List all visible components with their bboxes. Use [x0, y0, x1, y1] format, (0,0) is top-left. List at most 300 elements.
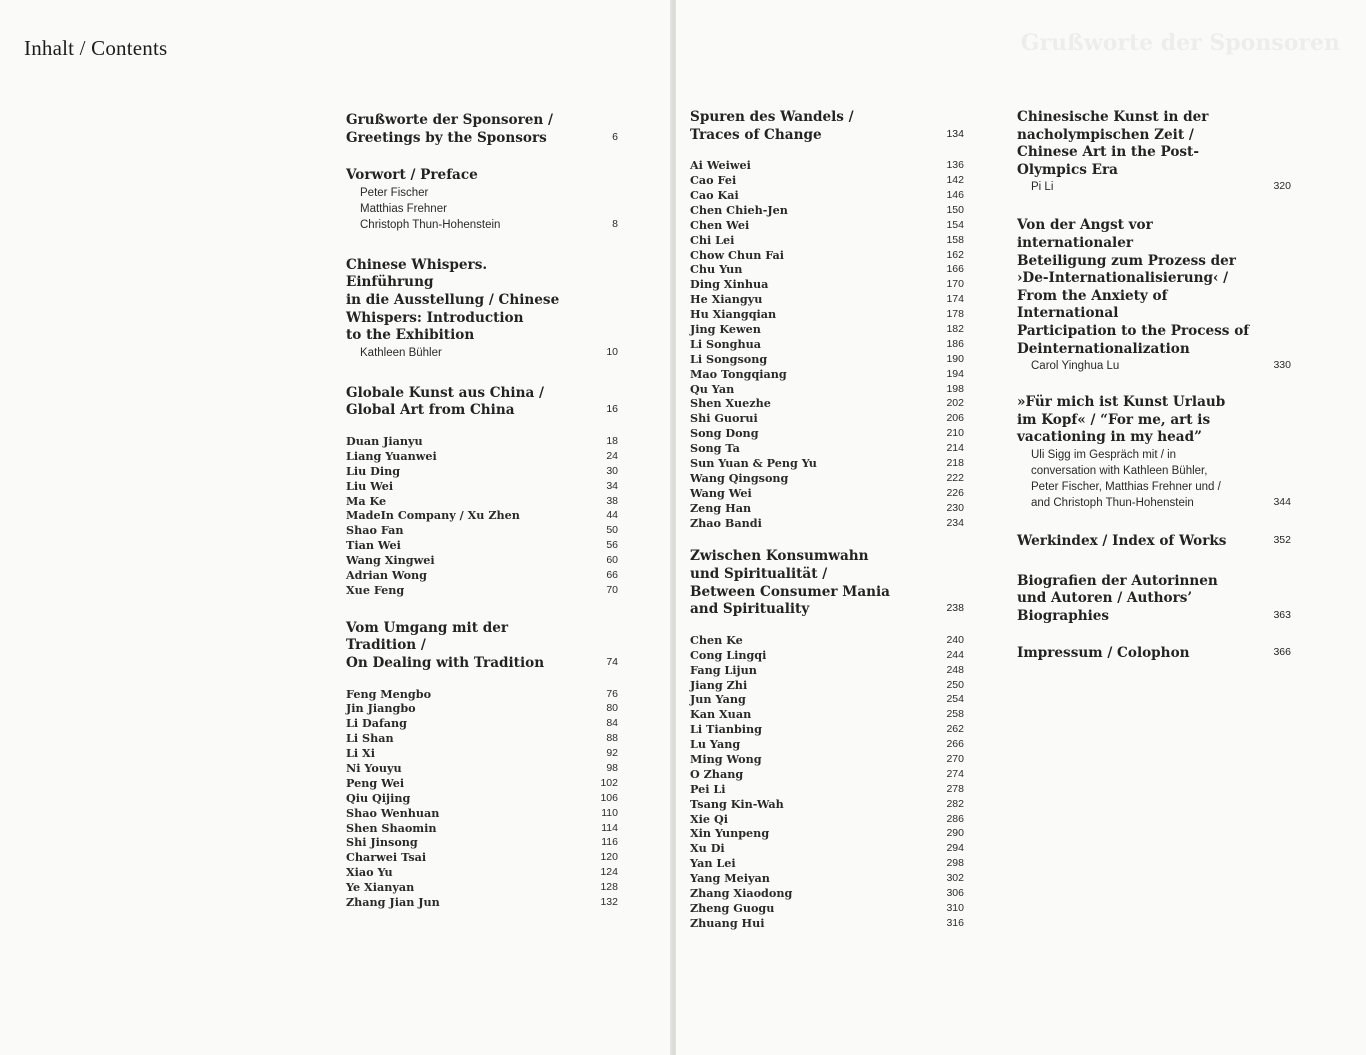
- artist-page-number: 60: [606, 554, 618, 567]
- artist-name: Li Songsong: [690, 351, 768, 366]
- section-heading-line: Biografien der Autorinnen: [1017, 572, 1218, 589]
- section-heading-line: Greetings by the Sponsors: [346, 129, 547, 146]
- toc-section[interactable]: [1017, 533, 1291, 551]
- section-heading-line: Chinese Art in the Post-: [1017, 144, 1199, 161]
- artist-name: Wang Xingwei: [346, 553, 435, 568]
- artist-name: Song Ta: [690, 441, 740, 456]
- artist-name: Wang Wei: [690, 485, 752, 500]
- artist-page-number: 154: [946, 218, 964, 231]
- artist-name: Shen Xuezhe: [690, 396, 771, 411]
- section-authors: [1017, 358, 1291, 374]
- list-item[interactable]: [346, 494, 618, 509]
- artist-name: Mao Tongqiang: [690, 366, 787, 381]
- section-heading-line: Chinese Whispers. Einführung: [346, 256, 488, 291]
- artist-page-number: 226: [946, 486, 964, 499]
- section-heading-line: Biographies: [1017, 607, 1110, 624]
- list-item[interactable]: [346, 508, 618, 523]
- artist-page-number: 250: [946, 678, 964, 691]
- list-item[interactable]: [690, 248, 964, 263]
- section-page-number: 10: [606, 345, 618, 358]
- list-item[interactable]: [690, 812, 964, 827]
- artist-page-number: 114: [601, 821, 618, 834]
- list-item[interactable]: [346, 850, 618, 865]
- artist-name: Xie Qi: [690, 811, 728, 826]
- list-item[interactable]: [690, 233, 964, 248]
- list-item[interactable]: [346, 701, 618, 716]
- artist-name: Lu Yang: [690, 737, 741, 752]
- section-heading: [346, 620, 618, 673]
- list-item[interactable]: [346, 821, 618, 836]
- artist-page-number: 270: [946, 752, 964, 765]
- artist-name: Li Shan: [346, 731, 394, 746]
- artist-page-number: 316: [946, 916, 964, 929]
- artist-page-number: 206: [946, 412, 964, 425]
- section-heading: [1017, 109, 1291, 179]
- artist-page-number: 218: [946, 457, 964, 469]
- list-item[interactable]: [690, 203, 964, 218]
- list-item[interactable]: [346, 835, 618, 850]
- toc-section[interactable]: [346, 112, 618, 147]
- artist-page-number: 174: [946, 293, 964, 306]
- list-item[interactable]: [690, 722, 964, 737]
- list-item[interactable]: [690, 916, 964, 931]
- artist-list: [690, 158, 964, 530]
- list-item[interactable]: [690, 901, 964, 916]
- list-item[interactable]: [690, 158, 964, 173]
- artist-page-number: 146: [946, 188, 964, 201]
- list-item[interactable]: [346, 434, 618, 449]
- list-item[interactable]: [346, 687, 618, 702]
- list-item[interactable]: [690, 382, 964, 397]
- toc-section[interactable]: [690, 109, 964, 530]
- section-authors: [346, 345, 618, 361]
- list-item[interactable]: [690, 678, 964, 693]
- artist-name: Shen Shaomin: [346, 820, 437, 835]
- section-heading-line: Spuren des Wandels /: [690, 109, 854, 125]
- author-line: Carol Yinghua Lu: [1031, 360, 1120, 373]
- artist-page-number: 210: [946, 427, 964, 440]
- artist-page-number: 76: [606, 687, 618, 700]
- artist-name: Cao Kai: [690, 187, 739, 202]
- toc-column-2: [690, 109, 964, 931]
- artist-page-number: 150: [946, 203, 964, 216]
- list-item[interactable]: [346, 865, 618, 880]
- section-heading-line: Von der Angst vor internationaler: [1017, 217, 1153, 251]
- list-item[interactable]: [346, 568, 618, 583]
- artist-name: Li Dafang: [346, 716, 407, 731]
- artist-name: Shi Guorui: [690, 411, 758, 426]
- toc-column-3: [1017, 109, 1291, 663]
- section-heading-line: Vorwort / Preface: [346, 167, 478, 184]
- author-line: and Christoph Thun-Hohenstein: [1031, 496, 1194, 509]
- artist-page-number: 198: [946, 382, 964, 395]
- section-heading-line: On Dealing with Tradition: [346, 654, 545, 671]
- list-item[interactable]: [690, 663, 964, 678]
- section-heading-line: Grußworte der Sponsoren /: [346, 112, 554, 128]
- list-item[interactable]: [346, 523, 618, 538]
- artist-page-number: 294: [946, 842, 964, 855]
- toc-section[interactable]: [1017, 109, 1291, 195]
- author-line: Uli Sigg im Gespräch mit / in: [1031, 448, 1177, 461]
- artist-name: Fang Lijun: [690, 662, 757, 677]
- artist-page-number: 244: [946, 648, 964, 661]
- artist-page-number: 24: [606, 449, 618, 462]
- section-heading-line: Participation to the Process of: [1017, 322, 1250, 339]
- artist-page-number: 170: [946, 278, 964, 291]
- artist-name: Chi Lei: [690, 232, 735, 247]
- artist-name: Hu Xiangqian: [690, 307, 777, 322]
- toc-section[interactable]: [1017, 217, 1291, 374]
- artist-name: Kan Xuan: [690, 707, 752, 722]
- artist-name: Li Xi: [346, 746, 375, 761]
- author-line: Pi Li: [1031, 181, 1054, 194]
- artist-name: Jing Kewen: [690, 321, 761, 336]
- artist-name: Li Tianbing: [690, 722, 762, 737]
- artist-name: Chen Chieh-Jen: [690, 202, 788, 217]
- list-item[interactable]: [690, 352, 964, 367]
- artist-name: Zhuang Hui: [690, 915, 765, 930]
- list-item[interactable]: [690, 633, 964, 648]
- list-item[interactable]: [690, 767, 964, 782]
- artist-name: Qu Yan: [690, 381, 735, 396]
- artist-page-number: 120: [600, 851, 618, 864]
- artist-name: Pei Li: [690, 781, 726, 796]
- artist-page-number: 234: [946, 516, 964, 529]
- list-item[interactable]: [346, 746, 618, 761]
- artist-page-number: 66: [606, 568, 618, 581]
- section-heading-line: Between Consumer Mania: [690, 583, 890, 600]
- show-through-text: Grußworte der Sponsoren: [1020, 30, 1340, 56]
- section-page-number: 74: [606, 655, 618, 668]
- list-item[interactable]: [690, 188, 964, 203]
- artist-name: Duan Jianyu: [346, 433, 423, 448]
- list-item[interactable]: [690, 516, 964, 531]
- artist-name: Zeng Han: [690, 500, 752, 515]
- section-heading-line: vacationing in my head”: [1017, 429, 1202, 446]
- artist-name: Jin Jiangbo: [346, 701, 416, 716]
- list-item[interactable]: [346, 553, 618, 568]
- artist-page-number: 124: [600, 866, 618, 879]
- artist-name: Shao Fan: [346, 523, 404, 538]
- artist-name: Adrian Wong: [346, 567, 427, 582]
- list-item[interactable]: [346, 806, 618, 821]
- artist-name: Tian Wei: [346, 538, 401, 553]
- list-item[interactable]: [346, 464, 618, 479]
- section-heading-line: und Spiritualität /: [690, 566, 828, 583]
- artist-page-number: 202: [946, 397, 964, 410]
- artist-name: Zhang Xiaodong: [690, 885, 793, 900]
- artist-page-number: 34: [606, 479, 618, 492]
- artist-page-number: 190: [946, 352, 964, 365]
- artist-name: Liu Ding: [346, 463, 401, 478]
- list-item[interactable]: [690, 367, 964, 382]
- artist-page-number: 282: [946, 797, 964, 810]
- artist-page-number: 88: [606, 732, 618, 745]
- list-item[interactable]: [690, 486, 964, 501]
- artist-page-number: 278: [946, 782, 964, 795]
- list-item[interactable]: [346, 761, 618, 776]
- artist-page-number: 262: [946, 723, 964, 736]
- section-page-number: 134: [946, 127, 964, 140]
- artist-name: Zheng Guogu: [690, 900, 775, 915]
- list-item[interactable]: [690, 856, 964, 871]
- section-heading-line: to the Exhibition: [346, 327, 475, 344]
- list-item[interactable]: [690, 292, 964, 307]
- section-heading-line: Impressum / Colophon: [1017, 645, 1190, 662]
- section-heading-line: »Für mich ist Kunst Urlaub: [1017, 394, 1226, 411]
- artist-page-number: 102: [600, 776, 618, 789]
- section-heading: [1017, 394, 1291, 447]
- artist-name: Chen Wei: [690, 217, 750, 232]
- toc-section[interactable]: [346, 257, 618, 361]
- list-item[interactable]: [690, 826, 964, 841]
- list-item[interactable]: [690, 173, 964, 188]
- artist-page-number: 132: [600, 895, 618, 908]
- section-page-number: 6: [612, 130, 618, 143]
- artist-name: Chu Yun: [690, 262, 743, 277]
- artist-name: Zhang Jian Jun: [346, 894, 440, 909]
- section-heading: [1017, 645, 1291, 663]
- section-heading: [346, 167, 618, 185]
- artist-name: Zhao Bandi: [690, 515, 762, 530]
- artist-name: Ye Xianyan: [346, 880, 415, 895]
- section-heading-line: Traces of Change: [690, 126, 822, 143]
- section-authors: [346, 185, 618, 233]
- list-item[interactable]: [690, 871, 964, 886]
- artist-page-number: 254: [946, 693, 964, 706]
- artist-page-number: 266: [946, 738, 964, 751]
- artist-page-number: 50: [606, 524, 618, 537]
- artist-list: [346, 687, 618, 910]
- list-item[interactable]: [690, 501, 964, 516]
- artist-name: Xiao Yu: [346, 865, 393, 880]
- section-heading: [690, 548, 964, 618]
- artist-page-number: 158: [946, 233, 964, 246]
- artist-name: Peng Wei: [346, 775, 405, 790]
- artist-page-number: 194: [946, 367, 964, 380]
- section-heading-line: Deinternationalization: [1017, 340, 1190, 357]
- author-line: Peter Fischer, Matthias Frehner und /: [1031, 480, 1221, 493]
- section-page-number: 238: [946, 602, 964, 615]
- artist-name: Jiang Zhi: [690, 677, 748, 692]
- list-item[interactable]: [346, 776, 618, 791]
- section-heading-line: From the Anxiety of International: [1017, 287, 1168, 322]
- artist-page-number: 70: [606, 583, 618, 596]
- artist-page-number: 44: [606, 509, 618, 522]
- list-item[interactable]: [346, 880, 618, 895]
- section-page-number: 330: [1273, 359, 1291, 372]
- artist-page-number: 30: [606, 464, 618, 477]
- section-heading: [346, 112, 618, 147]
- section-page-number: 366: [1273, 646, 1291, 659]
- list-item[interactable]: [346, 791, 618, 806]
- artist-name: O Zhang: [690, 766, 744, 781]
- list-item[interactable]: [346, 583, 618, 598]
- artist-page-number: 302: [946, 872, 964, 885]
- author-line: Christoph Thun-Hohenstein: [360, 218, 501, 231]
- artist-page-number: 136: [946, 159, 964, 172]
- artist-page-number: 274: [946, 767, 964, 780]
- list-item[interactable]: [346, 731, 618, 746]
- artist-page-number: 258: [946, 708, 964, 721]
- list-item[interactable]: [690, 218, 964, 233]
- artist-page-number: 84: [606, 717, 618, 730]
- artist-page-number: 290: [946, 827, 964, 840]
- section-heading-line: Beteiligung zum Prozess der: [1017, 252, 1236, 269]
- artist-page-number: 106: [600, 791, 618, 804]
- artist-name: Xue Feng: [346, 582, 405, 597]
- section-heading-line: Werkindex / Index of Works: [1017, 532, 1227, 549]
- list-item[interactable]: [690, 337, 964, 352]
- section-heading-line: Chinesische Kunst in der: [1017, 109, 1209, 125]
- artist-name: Ma Ke: [346, 493, 387, 508]
- section-heading-line: Olympics Era: [1017, 161, 1118, 178]
- list-item[interactable]: [690, 797, 964, 812]
- artist-list: [690, 633, 964, 931]
- list-item[interactable]: [690, 456, 964, 471]
- section-heading-line: Whispers: Introduction: [346, 309, 524, 326]
- section-page-number: 320: [1273, 180, 1291, 193]
- list-item[interactable]: [690, 441, 964, 456]
- artist-name: Feng Mengbo: [346, 686, 432, 701]
- artist-page-number: 18: [606, 434, 618, 447]
- author-line: conversation with Kathleen Bühler,: [1031, 464, 1208, 477]
- section-heading-line: nacholympischen Zeit /: [1017, 126, 1194, 143]
- list-item[interactable]: [690, 692, 964, 707]
- artist-name: Wang Qingsong: [690, 470, 789, 485]
- artist-page-number: 166: [946, 263, 964, 276]
- artist-name: Yan Lei: [690, 856, 736, 871]
- list-item[interactable]: [690, 841, 964, 856]
- list-item[interactable]: [346, 538, 618, 553]
- list-item[interactable]: [690, 782, 964, 797]
- artist-name: Liu Wei: [346, 478, 394, 493]
- list-item[interactable]: [690, 737, 964, 752]
- artist-page-number: 310: [946, 901, 964, 914]
- artist-name: Liang Yuanwei: [346, 448, 437, 463]
- toc-column-1: [346, 112, 618, 910]
- artist-list: [346, 434, 618, 598]
- author-line: Matthias Frehner: [360, 202, 447, 215]
- section-heading-line: ›De-Internationalisierung‹ /: [1017, 270, 1229, 287]
- toc-section[interactable]: [1017, 645, 1291, 663]
- section-heading-line: in die Ausstellung / Chinese: [346, 291, 560, 308]
- section-heading: [1017, 533, 1291, 551]
- artist-name: MadeIn Company / Xu Zhen: [346, 508, 520, 523]
- list-item[interactable]: [346, 449, 618, 464]
- artist-page-number: 98: [606, 761, 618, 774]
- page-title: Inhalt / Contents: [24, 36, 168, 60]
- section-page-number: 363: [1273, 608, 1291, 621]
- author-line: Peter Fischer: [360, 186, 429, 199]
- artist-name: Chow Chun Fai: [690, 247, 785, 262]
- artist-page-number: 286: [946, 812, 964, 825]
- artist-name: Charwei Tsai: [346, 850, 427, 865]
- artist-page-number: 298: [946, 857, 964, 870]
- artist-name: Shi Jinsong: [346, 835, 418, 850]
- artist-page-number: 248: [946, 663, 964, 676]
- list-item[interactable]: [690, 411, 964, 426]
- artist-page-number: 38: [606, 494, 618, 507]
- artist-name: He Xiangyu: [690, 292, 763, 307]
- list-item[interactable]: [690, 262, 964, 277]
- artist-name: Chen Ke: [690, 632, 743, 647]
- artist-name: Li Songhua: [690, 336, 762, 351]
- section-heading: [1017, 573, 1291, 626]
- section-heading-line: im Kopf« / “For me, art is: [1017, 411, 1211, 428]
- list-item[interactable]: [690, 752, 964, 767]
- section-heading: [346, 257, 618, 345]
- section-heading-line: Zwischen Konsumwahn: [690, 548, 869, 565]
- artist-name: Xu Di: [690, 841, 725, 856]
- section-heading-line: and Spirituality: [690, 601, 810, 618]
- toc-section[interactable]: [690, 548, 964, 930]
- section-page-number: 16: [606, 403, 618, 416]
- section-heading: [346, 385, 618, 420]
- list-item[interactable]: [690, 277, 964, 292]
- artist-name: Cong Lingqi: [690, 647, 767, 662]
- artist-page-number: 142: [946, 174, 964, 187]
- artist-name: Xin Yunpeng: [690, 826, 770, 841]
- section-heading-line: Global Art from China: [346, 402, 515, 419]
- list-item[interactable]: [690, 886, 964, 901]
- list-item[interactable]: [690, 471, 964, 486]
- list-item[interactable]: [690, 396, 964, 411]
- author-line: Kathleen Bühler: [360, 346, 442, 359]
- artist-page-number: 162: [946, 248, 964, 261]
- section-heading: [1017, 217, 1291, 358]
- list-item[interactable]: [690, 307, 964, 322]
- list-item[interactable]: [690, 426, 964, 441]
- section-authors: [1017, 447, 1291, 511]
- artist-page-number: 230: [946, 501, 964, 514]
- toc-section[interactable]: [1017, 394, 1291, 511]
- artist-name: Tsang Kin-Wah: [690, 796, 784, 811]
- list-item[interactable]: [690, 707, 964, 722]
- list-item[interactable]: [346, 895, 618, 910]
- section-page-number: 8: [612, 217, 618, 230]
- list-item[interactable]: [346, 716, 618, 731]
- toc-section[interactable]: [346, 385, 618, 598]
- section-heading-line: Globale Kunst aus China /: [346, 384, 544, 401]
- toc-section[interactable]: [346, 620, 618, 910]
- artist-page-number: 92: [606, 747, 618, 760]
- artist-name: Qiu Qijing: [346, 790, 411, 805]
- artist-page-number: 306: [946, 886, 964, 899]
- artist-name: Ai Weiwei: [690, 158, 751, 173]
- list-item[interactable]: [690, 648, 964, 663]
- toc-section[interactable]: [1017, 573, 1291, 626]
- list-item[interactable]: [346, 479, 618, 494]
- artist-name: Shao Wenhuan: [346, 805, 440, 820]
- artist-name: Song Dong: [690, 426, 759, 441]
- toc-section[interactable]: [346, 167, 618, 233]
- section-page-number: 344: [1273, 495, 1291, 508]
- artist-page-number: 222: [946, 471, 964, 484]
- artist-page-number: 110: [601, 806, 618, 819]
- artist-name: Sun Yuan & Peng Yu: [690, 456, 817, 470]
- artist-name: Yang Meiyan: [690, 871, 770, 886]
- artist-name: Ding Xinhua: [690, 277, 769, 292]
- artist-page-number: 214: [946, 442, 964, 455]
- artist-page-number: 240: [946, 633, 964, 646]
- artist-name: Jun Yang: [690, 692, 746, 707]
- section-page-number: 352: [1273, 533, 1291, 546]
- artist-name: Ni Youyu: [346, 760, 402, 775]
- section-authors: [1017, 179, 1291, 195]
- list-item[interactable]: [690, 322, 964, 337]
- artist-page-number: 128: [600, 881, 618, 894]
